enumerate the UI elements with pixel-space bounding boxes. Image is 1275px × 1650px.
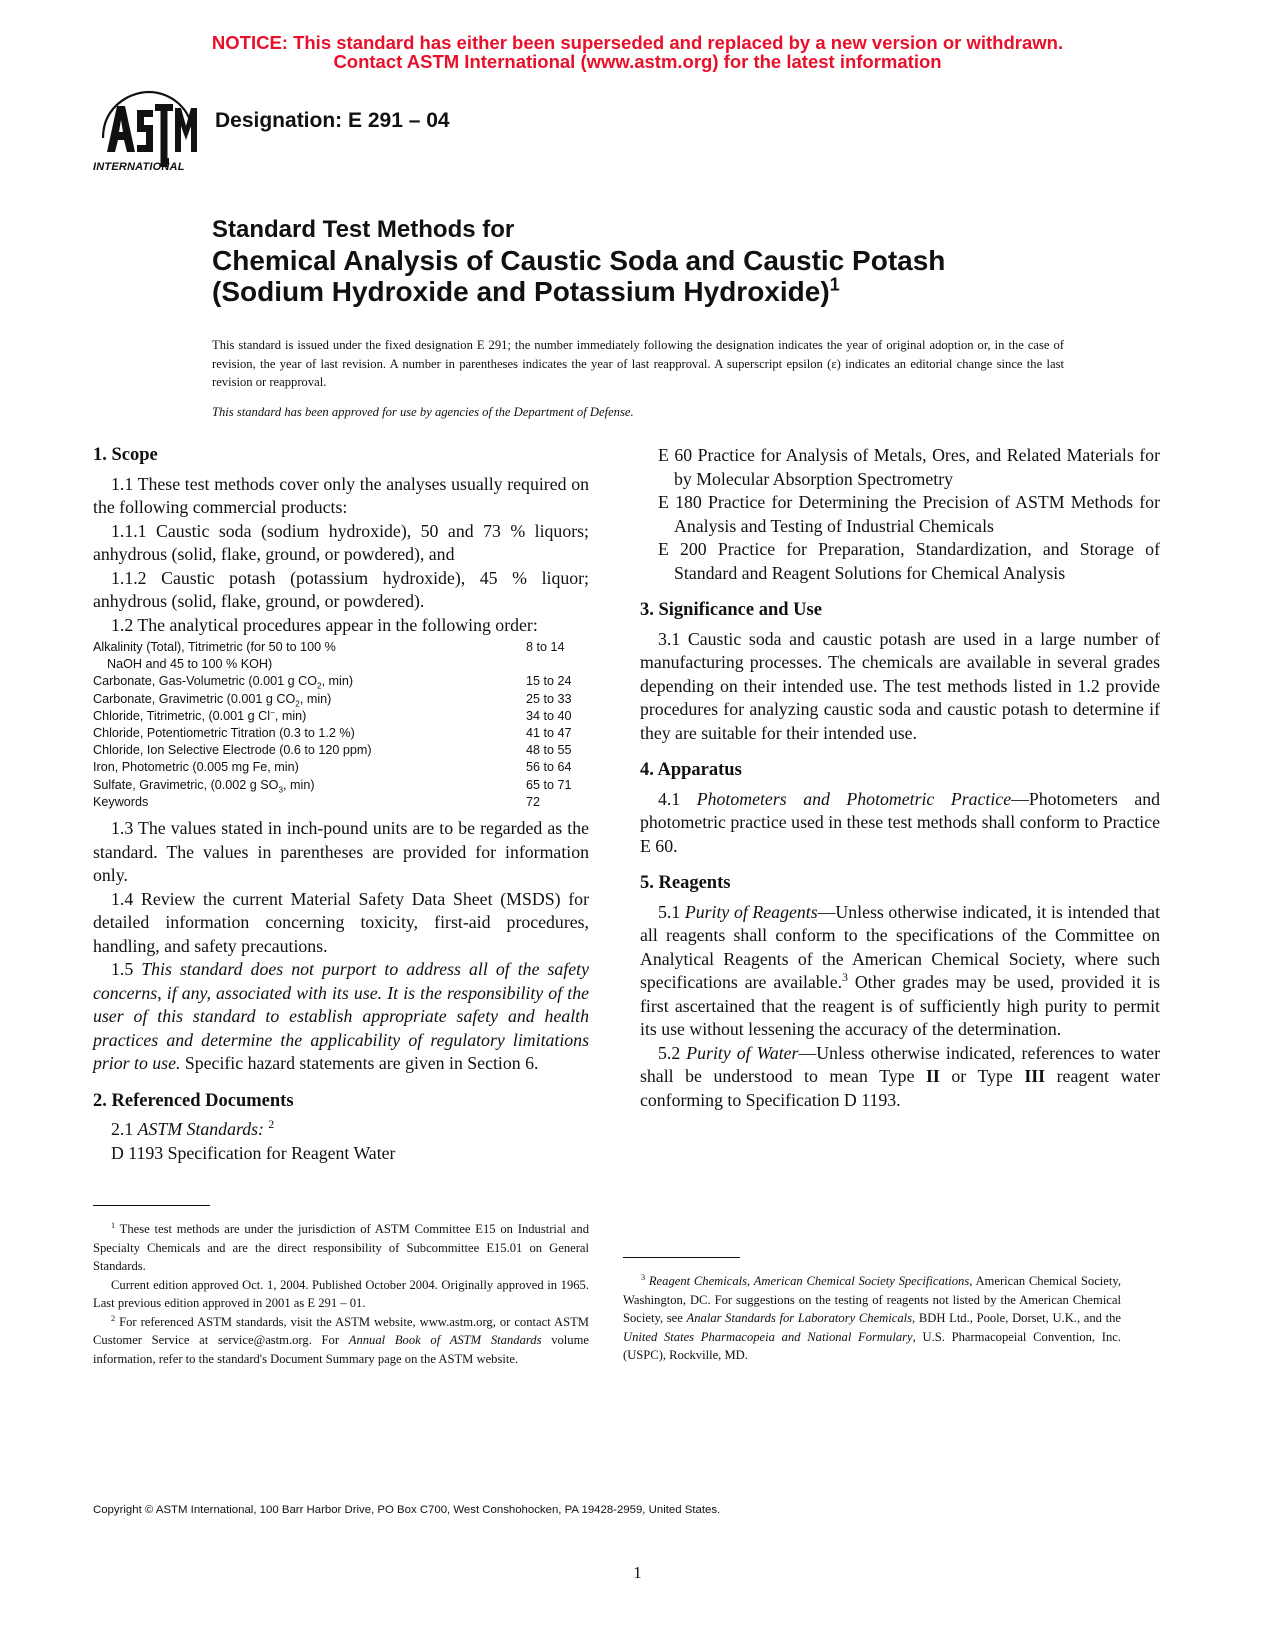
procedures-table xyxy=(93,639,589,811)
footnote-2: $^2$ For referenced ASTM standards, visit the ASTM website, www.astm.org, or contact ASTM Customer Service at service@astm.org. For Annual Book of ASTM Standards volume information, refer to the standard's Document Summary page on the ASTM website. xyxy=(93,1313,589,1366)
procedure-row: Chloride, Ion Selective Electrode (0.6 to 120 ppm) 48 to 55 xyxy=(93,743,572,758)
footnotes-right xyxy=(623,1272,1121,1365)
para-1-1-1: 1.1.1 Caustic soda (sodium hydroxide), 50 and 73 % liquors; anhydrous (solid, flake, ground, or powdered), and xyxy=(93,520,589,564)
procedure-row: Carbonate, Gas-Volumetric (0.001 g $CO_2$, min) 15 to 24 xyxy=(93,674,572,691)
notice-line-2: Contact ASTM International (www.astm.org) for the latest information xyxy=(333,51,942,72)
para-1-1: 1.1 These test methods cover only the analyses usually required on the following commercial products: xyxy=(93,473,589,517)
footnote-rule-right xyxy=(623,1257,740,1258)
ref-e60: E 60 Practice for Analysis of Metals, Ores, and Related Materials for by Molecular Absorption Spectrometry xyxy=(658,445,1160,489)
document-title xyxy=(212,214,945,307)
footnote-1: $^1$ These test methods are under the jurisdiction of ASTM Committee E15 on Industrial and Specialty Chemicals and are the direct responsibility of Subcommittee E15.01 on General Standards. xyxy=(93,1220,589,1273)
designation: Designation: E 291 – 04 xyxy=(215,109,450,132)
para-4-1: 4.1 Photometers and Photometric Practice—Photometers and photometric practice used in these test methods shall conform to Practice E 60. xyxy=(640,788,1161,856)
footnote-3: $^3$ Reagent Chemicals, American Chemical Society Specifications, American Chemical Society, Washington, DC. For suggestions on the testing of reagents not listed by the American Chemical Society, see Analar Standards for Laboratory Chemicals, BDH Ltd., Poole, Dorset, U.K., and the United States Pharmacopeia and National Formulary, U.S. Pharmacopeial Convention, Inc. (USPC), Rockville, MD. xyxy=(623,1272,1122,1362)
procedure-row: Iron, Photometric (0.005 mg Fe, min) 56 to 64 xyxy=(93,760,572,775)
procedure-row: Carbonate, Gravimetric (0.001 g $CO_2$, min) 25 to 33 xyxy=(93,691,572,709)
issuance-note: This standard is issued under the fixed designation E 291; the number immediately following the designation indicates the year of original adoption or, in the case of revision, the year of last revision. A number in parentheses indicates the year of last reapproval. A superscript epsilon (ε) indicates an editorial change since the last revision or reapproval. xyxy=(212,338,1064,389)
dod-approval-note: This standard has been approved for use by agencies of the Department of Defense. xyxy=(212,405,634,419)
section-1-heading: 1. Scope xyxy=(93,445,158,465)
copyright-line: Copyright © ASTM International, 100 Barr Harbor Drive, PO Box C700, West Conshohocken, PA 19428-2959, United States. xyxy=(93,1504,721,1516)
para-5-1: 5.1 Purity of Reagents—Unless otherwise indicated, it is intended that all reagents shall conform to the specifications of the Committee on Analytical Reagents of the American Chemical Society, where such specifications are available.$^3$ Other grades may be used, provided it is first ascertained that the reagent is of sufficiently high purity to permit its use without lessening the accuracy of the determination. xyxy=(640,901,1161,1039)
section-5-heading: 5. Reagents xyxy=(640,873,731,893)
procedure-row: Chloride, Potentiometric Titration (0.3 to 1.2 %) 41 to 47 xyxy=(93,726,572,741)
title-line-2: Chemical Analysis of Caustic Soda and Caustic Potash xyxy=(212,245,946,276)
ref-e200: E 200 Practice for Preparation, Standardization, and Storage of Standard and Reagent Solutions for Chemical Analysis xyxy=(658,539,1160,583)
procedure-row: Alkalinity (Total), Titrimetric (for 50 to 100 % 8 to 14 xyxy=(93,640,565,654)
footnote-rule-left xyxy=(93,1205,210,1206)
ref-e180: E 180 Practice for Determining the Precision of ASTM Methods for Analysis and Testing of Industrial Chemicals xyxy=(658,492,1160,536)
section-4-heading: 4. Apparatus xyxy=(640,760,742,780)
footnote-1-edition: Current edition approved Oct. 1, 2004. Published October 2004. Originally approved in 1965. Last previous edition approved in 2001 as E 291 – 01. xyxy=(93,1277,589,1310)
section-3-heading: 3. Significance and Use xyxy=(640,600,822,620)
title-line-3: (Sodium Hydroxide and Potassium Hydroxide)$^1$ xyxy=(212,274,840,307)
title-line-1: Standard Test Methods for xyxy=(212,216,515,243)
procedure-row: Sulfate, Gravimetric, (0.002 g $SO_3$, min) 65 to 71 xyxy=(93,777,572,795)
notice-line-1: NOTICE: This standard has either been superseded and replaced by a new version or withdrawn. xyxy=(211,32,1064,53)
para-3-1: 3.1 Caustic soda and caustic potash are used in a large number of manufacturing processes. The chemicals are available in several grades depending on their intended use. The test methods listed in 1.2 provide procedures for analyzing caustic soda and caustic potash to determine if they are suitable for their intended use. xyxy=(640,628,1160,743)
para-1-3: 1.3 The values stated in inch-pound units are to be regarded as the standard. The values in parentheses are provided for information only. xyxy=(93,818,589,886)
procedure-row: NaOH and 45 to 100 % KOH) xyxy=(107,657,273,672)
left-column xyxy=(93,444,589,1165)
para-1-2: 1.2 The analytical procedures appear in the following order: xyxy=(111,614,538,635)
para-1-5: 1.5 This standard does not purport to address all of the safety concerns, if any, associated with its use. It is the responsibility of the user of this standard to establish appropriate safety and health practices and determine the applicability of regulatory limitations prior to use. Specific hazard statements are given in Section 6. xyxy=(93,959,589,1074)
para-2-1: 2.1 ASTM Standards: $^2$ xyxy=(111,1118,275,1140)
para-1-1-2: 1.1.2 Caustic potash (potassium hydroxide), 45 % liquor; anhydrous (solid, flake, ground, or powdered). xyxy=(93,567,589,611)
right-column xyxy=(640,444,1160,1112)
logo-caption: INTERNATIONAL xyxy=(93,161,185,173)
para-1-4: 1.4 Review the current Material Safety Data Sheet (MSDS) for detailed information concerning toxicity, first-aid procedures, handling, and safety precautions. xyxy=(93,888,589,956)
procedure-row: Keywords 72 xyxy=(93,794,541,809)
page-number: 1 xyxy=(633,1563,642,1582)
withdrawal-notice xyxy=(0,33,1275,71)
section-2-heading: 2. Referenced Documents xyxy=(93,1090,294,1111)
footnotes-left xyxy=(93,1220,589,1368)
title-footnote-mark: 1 xyxy=(829,274,840,295)
ref-d1193: D 1193 Specification for Reagent Water xyxy=(111,1142,396,1163)
para-5-2: 5.2 Purity of Water—Unless otherwise indicated, references to water shall be understood to mean Type II or Type III reagent water conforming to Specification D 1193. xyxy=(640,1042,1160,1110)
procedure-row: Chloride, Titrimetric, (0.001 g Cl−, min) 34 to 40 xyxy=(93,707,572,723)
